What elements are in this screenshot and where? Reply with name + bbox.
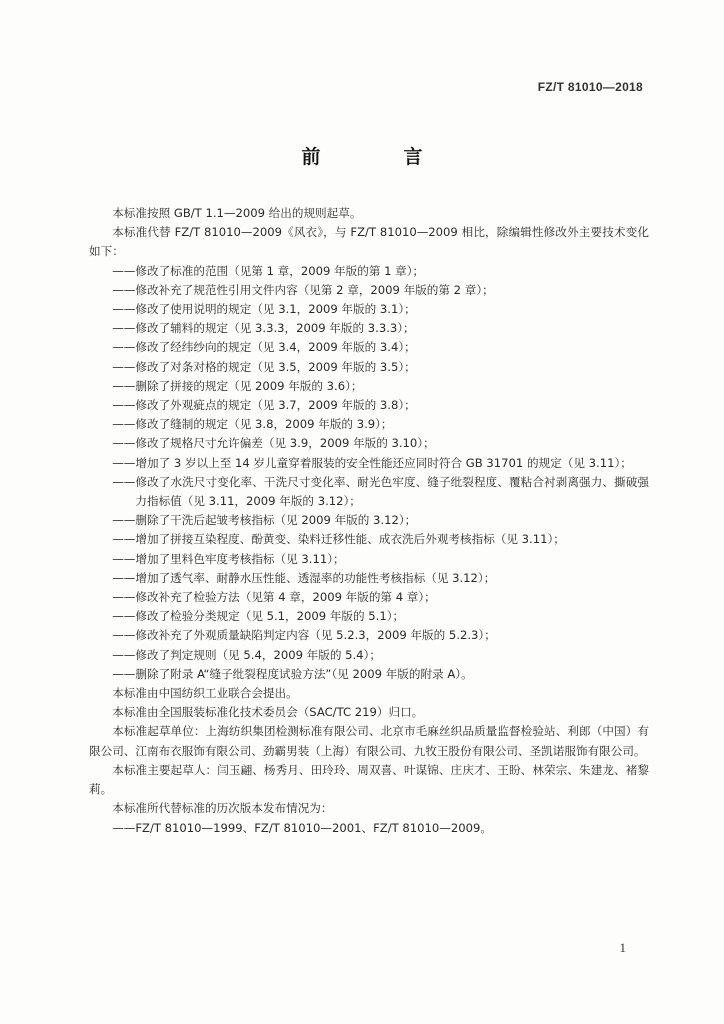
list-item: ——修改了缝制的规定（见 3.8，2009 年版的 3.9）； [112, 417, 393, 432]
intro-paragraph: 本标准按照 GB/T 1.1—2009 给出的规则起草。 [112, 206, 362, 220]
intro-paragraph: 本标准代替 FZ/T 81010—2009《风衣》，与 FZ/T 81010—2009 相比，除编辑性修改外主要技术变化如下： [89, 225, 649, 259]
foreword-body [89, 204, 649, 838]
committee-paragraph: 本标准由全国服装标准化技术委员会（SAC/TC 219）归口。 [112, 705, 424, 720]
list-item: ——修改补充了规范性引用文件内容（见第 2 章，2009 年版的第 2 章）； [112, 282, 494, 297]
changes-list [89, 262, 649, 684]
history-intro-paragraph: 本标准所代替标准的历次版本发布情况为： [112, 801, 333, 816]
page-title: 前 言 [301, 146, 455, 168]
list-item: ——修改了判定规则（见 5.4，2009 年版的 5.4）； [112, 647, 381, 662]
list-item: ——增加了拼接互染程度、酚黄变、染料迁移性能、成衣洗后外观考核指标（见 3.11）； [112, 532, 565, 547]
list-item: ——修改了使用说明的规定（见 3.1，2009 年版的 3.1）； [112, 302, 416, 317]
list-item: ——修改了对条对格的规定（见 3.5，2009 年版的 3.5）； [112, 359, 416, 374]
drafters-paragraph: 本标准主要起草人：闫玉翩、杨秀月、田玲玲、周双喜、叶谋锦、庄庆才、王盼、林荣宗、朱建龙、褚黎莉。 [89, 762, 649, 797]
list-item: ——修改了标准的范围（见第 1 章，2009 年版的第 1 章）； [112, 263, 425, 278]
list-item: ——修改了外观疵点的规定（见 3.7，2009 年版的 3.8）； [112, 398, 416, 413]
list-item: ——FZ/T 81010—1999、FZ/T 81010—2001、FZ/T 81010—2009。 [112, 820, 492, 835]
page-number: 1 [619, 940, 626, 955]
list-item: ——增加了 3 岁以上至 14 岁儿童穿着服装的安全性能还应同时符合 GB 31701 的规定（见 3.11）； [112, 455, 632, 470]
list-item: ——修改了水洗尺寸变化率、干洗尺寸变化率、耐光色牢度、缝子纰裂程度、覆粘合衬剥离强力、撕破强力指标值（见 3.11，2009 年版的 3.12）； [112, 474, 649, 509]
list-item: ——修改补充了检验方法（见第 4 章，2009 年版的第 4 章）； [112, 590, 436, 605]
standard-code: FZ/T 81010—2018 [537, 80, 643, 94]
proposer-paragraph: 本标准由中国纺织工业联合会提出。 [112, 686, 298, 701]
list-item: ——删除了附录 A“缝子纰裂程度试验方法”（见 2009 年版的附录 A）。 [112, 666, 473, 681]
list-item: ——修改了检验分类规定（见 5.1，2009 年版的 5.1）； [112, 609, 405, 624]
drafting-units-paragraph: 本标准起草单位：上海纺织集团检测标准有限公司、北京市毛麻丝织品质量监督检验站、利郎（中国）有限公司、江南布衣服饰有限公司、劲霸男装（上海）有限公司、九牧王股份有限公司、圣凯诺服饰有限公司。 [89, 724, 649, 758]
list-item: ——删除了拼接的规定（见 2009 年版的 3.6）； [112, 378, 363, 393]
list-item: ——修改了辅料的规定（见 3.3.3，2009 年版的 3.3.3）； [112, 321, 415, 336]
list-item: ——增加了透气率、耐静水压性能、透湿率的功能性考核指标（见 3.12）； [112, 570, 496, 585]
list-item: ——修改了规格尺寸允许偏差（见 3.9，2009 年版的 3.10）； [112, 436, 435, 451]
list-item: ——增加了里料色牢度考核指标（见 3.11）； [112, 551, 345, 566]
list-item: ——修改了经纬纱向的规定（见 3.4，2009 年版的 3.4）； [112, 340, 416, 355]
list-item: ——删除了干洗后起皱考核指标（见 2009 年版的 3.12）； [112, 513, 417, 528]
history-list [89, 819, 649, 838]
list-item: ——修改补充了外观质量缺陷判定内容（见 5.2.3，2009 年版的 5.2.3）； [112, 628, 496, 643]
